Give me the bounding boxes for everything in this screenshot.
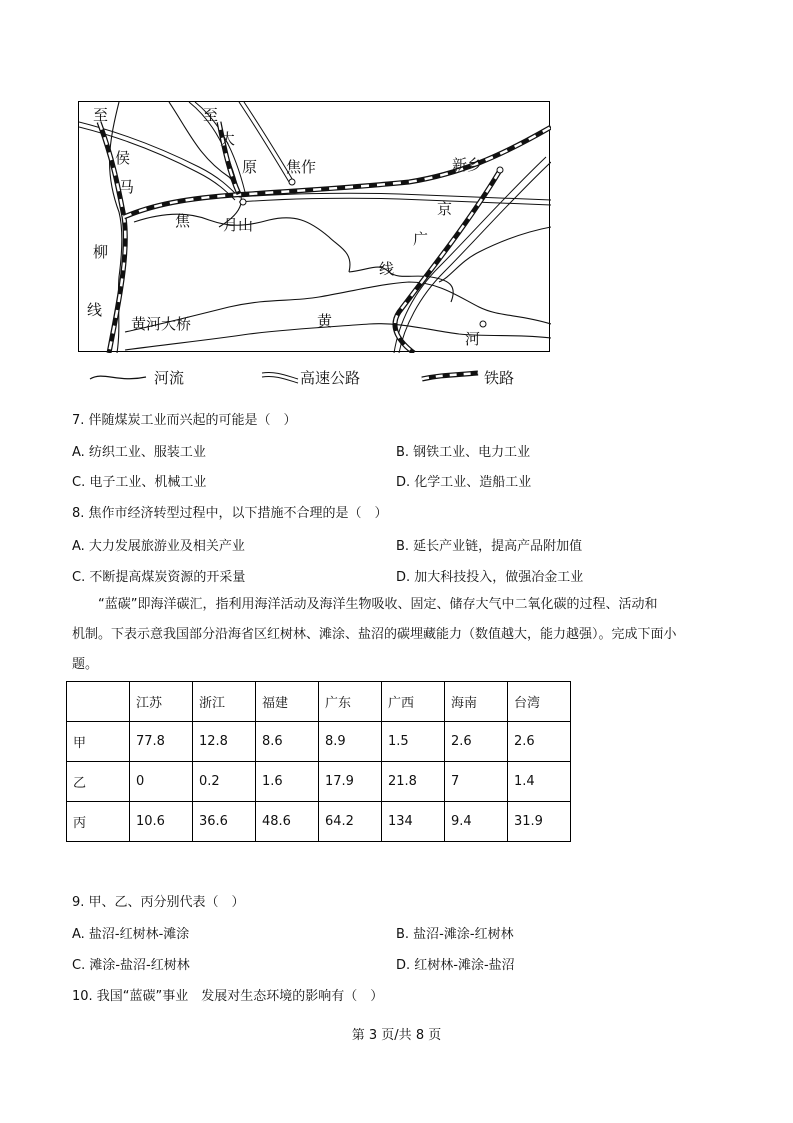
table-cell: 48.6 <box>256 802 319 842</box>
legend-railway-label: 铁路 <box>484 369 515 387</box>
q9-option-b[interactable]: B. 盐沼-滩涂-红树林 <box>396 927 514 942</box>
table-cell: 1.4 <box>508 762 571 802</box>
table-header-cell: 广西 <box>382 682 445 722</box>
legend-highway-label: 高速公路 <box>300 369 361 387</box>
map-label-zhi-north: 至 <box>203 106 219 124</box>
map-label-guang: 广 <box>413 230 429 248</box>
table-cell: 2.6 <box>445 722 508 762</box>
table-row <box>67 722 571 762</box>
q7-option-d[interactable]: D. 化学工业、造船工业 <box>396 475 532 490</box>
table-header-cell <box>67 682 130 722</box>
table-cell: 36.6 <box>193 802 256 842</box>
legend-railway <box>420 365 550 389</box>
map-label-zhi-west: 至 <box>93 106 109 124</box>
table-cell: 77.8 <box>130 722 193 762</box>
map-label-ma: 马 <box>119 178 135 196</box>
highway-symbol-icon <box>260 365 300 389</box>
map-label-xian-east: 线 <box>379 260 395 278</box>
table-cell: 12.8 <box>193 722 256 762</box>
table-row <box>67 802 571 842</box>
table-cell: 17.9 <box>319 762 382 802</box>
map-label-jiaozuo: 焦作 <box>286 158 317 176</box>
table-header-cell: 浙江 <box>193 682 256 722</box>
table-row <box>67 762 571 802</box>
map-label-yueshan: 月山 <box>223 216 254 234</box>
map-label-jiao: 焦 <box>175 212 191 230</box>
page-footer: 第 3 页/共 8 页 <box>351 1028 442 1043</box>
table-cell: 0.2 <box>193 762 256 802</box>
q8-option-a[interactable]: A. 大力发展旅游业及相关产业 <box>72 539 245 554</box>
q9-option-d[interactable]: D. 红树林-滩涂-盐沼 <box>396 958 515 973</box>
map-label-jing: 京 <box>437 200 453 218</box>
question-9: 9. 甲、乙、丙分别代表（ ） <box>72 895 245 910</box>
passage-line-3: 题。 <box>72 657 99 672</box>
question-8: 8. 焦作市经济转型过程中，以下措施不合理的是（ ） <box>72 506 388 521</box>
legend-river <box>80 365 220 389</box>
q9-option-a[interactable]: A. 盐沼-红树林-滩涂 <box>72 927 190 942</box>
table-cell: 1.6 <box>256 762 319 802</box>
question-7: 7. 伴随煤炭工业而兴起的可能是（ ） <box>72 413 297 428</box>
map-label-liu: 柳 <box>93 243 109 261</box>
table-header-cell: 海南 <box>445 682 508 722</box>
legend-river-label: 河流 <box>154 369 185 387</box>
q8-option-d[interactable]: D. 加大科技投入，做强冶金工业 <box>396 570 584 585</box>
legend-highway <box>260 365 400 389</box>
q7-option-b[interactable]: B. 钢铁工业、电力工业 <box>396 445 531 460</box>
table-header-cell: 江苏 <box>130 682 193 722</box>
map-label-xinxiang: 新乡 <box>452 156 483 174</box>
table-cell: 10.6 <box>130 802 193 842</box>
q8-option-c[interactable]: C. 不断提高煤炭资源的开采量 <box>72 570 246 585</box>
map-label-bridge: 黄河大桥 <box>131 315 192 333</box>
table-cell: 9.4 <box>445 802 508 842</box>
map-legend <box>80 365 550 389</box>
carbon-burial-table <box>66 681 571 842</box>
map-label-xian-west: 线 <box>87 301 103 319</box>
map-label-yuan: 原 <box>242 158 258 176</box>
map-label-tai: 太 <box>220 130 236 148</box>
table-cell: 甲 <box>67 722 130 762</box>
table-cell: 8.6 <box>256 722 319 762</box>
table-cell: 乙 <box>67 762 130 802</box>
table-cell: 丙 <box>67 802 130 842</box>
passage-line-1: “蓝碳”即海洋碳汇，指利用海洋活动及海洋生物吸收、固定、储存大气中二氧化碳的过程、活动和 <box>98 597 658 612</box>
q8-option-b[interactable]: B. 延长产业链，提高产品附加值 <box>396 539 583 554</box>
table-header-cell: 福建 <box>256 682 319 722</box>
table-header-cell: 广东 <box>319 682 382 722</box>
table-header-row <box>67 682 571 722</box>
table-cell: 8.9 <box>319 722 382 762</box>
q9-option-c[interactable]: C. 滩涂-盐沼-红树林 <box>72 958 190 973</box>
map-label-he: 河 <box>465 330 481 348</box>
passage <box>72 590 732 680</box>
table-cell: 1.5 <box>382 722 445 762</box>
railway-symbol-icon <box>420 365 480 389</box>
question-10: 10. 我国“蓝碳”事业 发展对生态环境的影响有（ ） <box>72 989 384 1004</box>
map-label-hou: 侯 <box>115 149 131 167</box>
table-cell: 31.9 <box>508 802 571 842</box>
table-cell: 7 <box>445 762 508 802</box>
map-label-huang: 黄 <box>317 312 333 330</box>
map-figure <box>78 101 550 352</box>
river-symbol-icon <box>88 365 148 389</box>
table-header-cell: 台湾 <box>508 682 571 722</box>
table-cell: 0 <box>130 762 193 802</box>
q7-option-a[interactable]: A. 纺织工业、服装工业 <box>72 445 206 460</box>
q7-option-c[interactable]: C. 电子工业、机械工业 <box>72 475 207 490</box>
table-cell: 64.2 <box>319 802 382 842</box>
table-cell: 21.8 <box>382 762 445 802</box>
table-cell: 134 <box>382 802 445 842</box>
passage-line-2: 机制。下表示意我国部分沿海省区红树林、滩涂、盐沼的碳埋藏能力（数值越大，能力越强）。完成下面小 <box>72 627 677 642</box>
table-cell: 2.6 <box>508 722 571 762</box>
